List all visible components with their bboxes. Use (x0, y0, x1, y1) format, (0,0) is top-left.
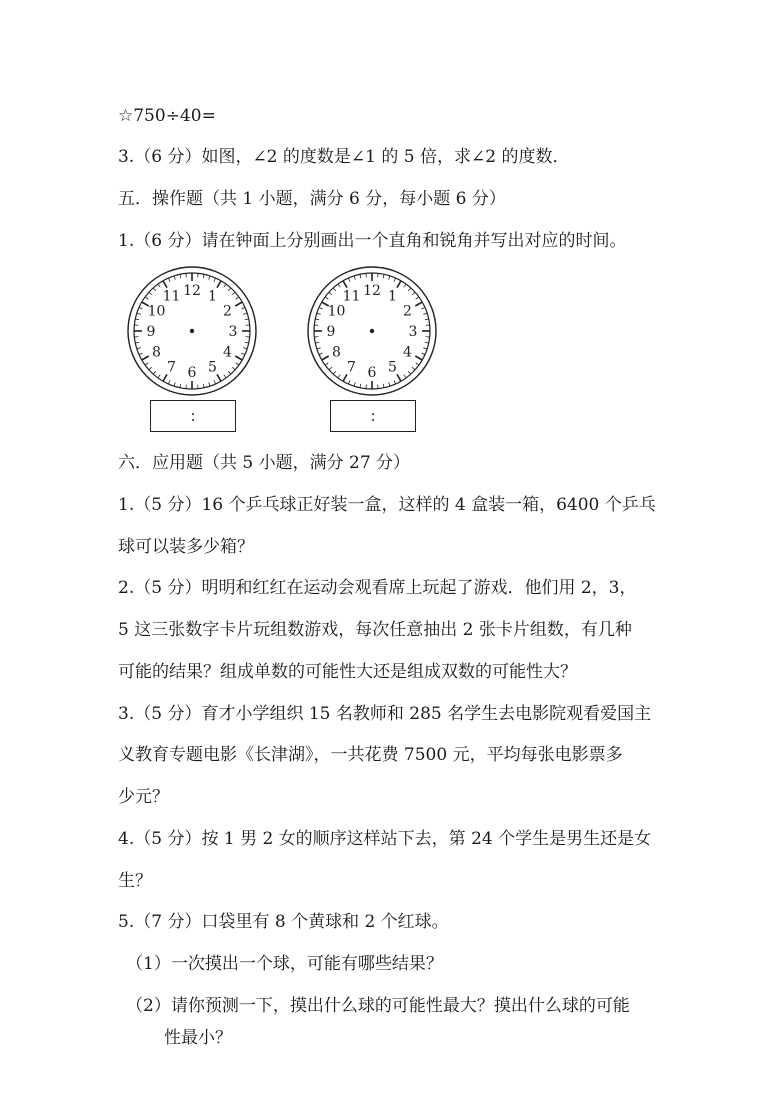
question-3-line-3: 少元？ (118, 787, 169, 807)
minute-tick (319, 307, 323, 309)
question-4-line-1: 4.（5 分）按 1 男 2 女的顺序这样站下去，第 24 个学生是男生还是女 (118, 829, 652, 849)
minute-tick (180, 384, 181, 388)
section-six-heading: 六．应用题（共 5 小题，满分 27 分） (118, 453, 411, 473)
minute-tick (137, 313, 141, 314)
question-1-line-2: 球可以装多少箱？ (118, 537, 254, 557)
time-separator: : (190, 407, 196, 425)
minute-tick (168, 380, 170, 384)
minute-tick (423, 348, 427, 349)
minute-tick (338, 375, 340, 378)
minute-tick (224, 284, 226, 287)
minute-tick (153, 288, 156, 291)
minute-tick (232, 367, 235, 370)
question-2-line-2: 5 这三张数字卡片玩组数游戏，每次任意抽出 2 张卡片组数，有几种 (118, 620, 632, 640)
clock-number: 9 (326, 324, 336, 340)
minute-tick (333, 371, 336, 374)
clock-number: 8 (332, 344, 341, 361)
minute-tick (243, 313, 247, 314)
minute-tick (145, 363, 148, 365)
minute-tick (158, 375, 160, 378)
question-5-part-2-line-1: （2）请你预测一下，摸出什么球的可能性最大？摸出什么球的可能 (126, 996, 630, 1016)
minute-tick (139, 353, 143, 355)
minute-tick (329, 367, 332, 370)
clock-number: 3 (228, 324, 238, 340)
minute-tick (421, 307, 425, 309)
minute-tick (137, 348, 141, 349)
minute-tick (360, 384, 361, 388)
clock-number: 11 (342, 288, 361, 305)
question-clock: 1.（6 分）请在钟面上分别画出一个直角和锐角并写出对应的时间。 (118, 231, 627, 251)
clock-number: 2 (403, 303, 412, 320)
minute-tick (404, 284, 406, 287)
exercise-expression: ☆750÷40= (118, 106, 216, 126)
minute-tick (145, 297, 148, 299)
clock-number: 1 (208, 288, 217, 305)
hour-tick (235, 302, 242, 306)
minute-tick (389, 276, 390, 280)
clock-number: 6 (367, 365, 377, 381)
minute-tick (139, 307, 143, 309)
minute-tick (228, 371, 231, 374)
minute-tick (232, 292, 235, 295)
minute-tick (241, 353, 245, 355)
clock-number: 5 (208, 359, 217, 376)
minute-tick (354, 276, 355, 280)
minute-tick (394, 278, 396, 282)
question-3-line-1: 3.（5 分）育才小学组织 15 名教师和 285 名学生去电影院观看爱国主 (118, 704, 652, 724)
clock-center-dot (370, 329, 374, 333)
clock-number: 11 (162, 288, 181, 305)
minute-tick (174, 276, 175, 280)
minute-tick (416, 363, 419, 365)
hour-tick (322, 356, 329, 360)
minute-tick (135, 319, 139, 320)
hour-tick (163, 281, 167, 288)
hour-tick (343, 281, 347, 288)
minute-tick (168, 278, 170, 282)
clock-number: 8 (152, 344, 161, 361)
minute-tick (333, 288, 336, 291)
question-1-line-1: 1.（5 分）16 个乒乓球正好装一盒，这样的 4 盒装一箱，6400 个乒乓 (118, 495, 656, 515)
clock-number: 10 (327, 303, 346, 320)
hour-tick (217, 374, 221, 381)
minute-tick (394, 380, 396, 384)
question-4-line-2: 生？ (118, 871, 152, 891)
time-separator: : (370, 407, 376, 425)
question-angle: 3.（6 分）如图，∠2 的度数是∠1 的 5 倍，求∠2 的度数． (118, 147, 570, 167)
minute-tick (135, 342, 139, 343)
minute-tick (158, 284, 160, 287)
clock-number: 4 (223, 344, 232, 361)
clock-number: 7 (167, 359, 176, 376)
clock-number: 10 (147, 303, 166, 320)
minute-tick (209, 382, 210, 386)
minute-tick (149, 367, 152, 370)
minute-tick (412, 367, 415, 370)
clock-face-right (306, 265, 438, 397)
question-2-line-3: 可能的结果？组成单数的可能性大还是组成双数的可能性大？ (118, 662, 577, 682)
minute-tick (317, 348, 321, 349)
hour-tick (397, 374, 401, 381)
minute-tick (203, 274, 204, 278)
minute-tick (425, 342, 429, 343)
minute-tick (348, 380, 350, 384)
clock-number: 12 (363, 283, 381, 299)
section-five-heading: 五．操作题（共 1 小题，满分 6 分，每小题 6 分） (118, 189, 506, 209)
minute-tick (236, 297, 239, 299)
minute-tick (153, 371, 156, 374)
minute-tick (224, 375, 226, 378)
minute-tick (383, 384, 384, 388)
minute-tick (423, 313, 427, 314)
minute-tick (348, 278, 350, 282)
minute-tick (317, 313, 321, 314)
hour-tick (415, 356, 422, 360)
minute-tick (315, 342, 319, 343)
minute-tick (338, 284, 340, 287)
minute-tick (180, 274, 181, 278)
minute-tick (203, 384, 204, 388)
minute-tick (329, 292, 332, 295)
clock-number: 7 (347, 359, 356, 376)
minute-tick (416, 297, 419, 299)
minute-tick (245, 342, 249, 343)
clock-center-dot (190, 329, 194, 333)
minute-tick (325, 363, 328, 365)
minute-tick (315, 319, 319, 320)
hour-tick (415, 302, 422, 306)
minute-tick (425, 319, 429, 320)
minute-tick (408, 288, 411, 291)
minute-tick (149, 292, 152, 295)
minute-tick (228, 288, 231, 291)
minute-tick (389, 382, 390, 386)
clock-number: 3 (408, 324, 418, 340)
hour-tick (397, 281, 401, 288)
minute-tick (319, 353, 323, 355)
minute-tick (174, 382, 175, 386)
question-5-part-1: （1）一次摸出一个球，可能有哪些结果？ (126, 954, 443, 974)
question-5-part-2-line-2: 性最小？ (164, 1028, 232, 1048)
time-box-right[interactable] (330, 400, 416, 432)
minute-tick (404, 375, 406, 378)
hour-tick (235, 356, 242, 360)
minute-tick (214, 380, 216, 384)
question-5-line-1: 5.（7 分）口袋里有 8 个黄球和 2 个红球。 (118, 912, 449, 932)
minute-tick (236, 363, 239, 365)
clock-number: 9 (146, 324, 156, 340)
minute-tick (408, 371, 411, 374)
minute-tick (245, 319, 249, 320)
clock-number: 5 (388, 359, 397, 376)
minute-tick (354, 382, 355, 386)
question-2-line-1: 2.（5 分）明明和红红在运动会观看席上玩起了游戏．他们用 2，3， (118, 578, 637, 598)
minute-tick (243, 348, 247, 349)
hour-tick (142, 356, 149, 360)
time-box-left[interactable] (150, 400, 236, 432)
clock-number: 2 (223, 303, 232, 320)
clock-face-left (126, 265, 258, 397)
hour-tick (217, 281, 221, 288)
minute-tick (325, 297, 328, 299)
clock-number: 4 (403, 344, 412, 361)
minute-tick (412, 292, 415, 295)
minute-tick (421, 353, 425, 355)
minute-tick (360, 274, 361, 278)
minute-tick (383, 274, 384, 278)
minute-tick (214, 278, 216, 282)
minute-tick (241, 307, 245, 309)
clock-number: 1 (388, 288, 397, 305)
minute-tick (209, 276, 210, 280)
clock-number: 12 (183, 283, 201, 299)
clock-number: 6 (187, 365, 197, 381)
question-3-line-2: 义教育专题电影《长津湖》，一共花费 7500 元，平均每张电影票多 (118, 745, 623, 765)
